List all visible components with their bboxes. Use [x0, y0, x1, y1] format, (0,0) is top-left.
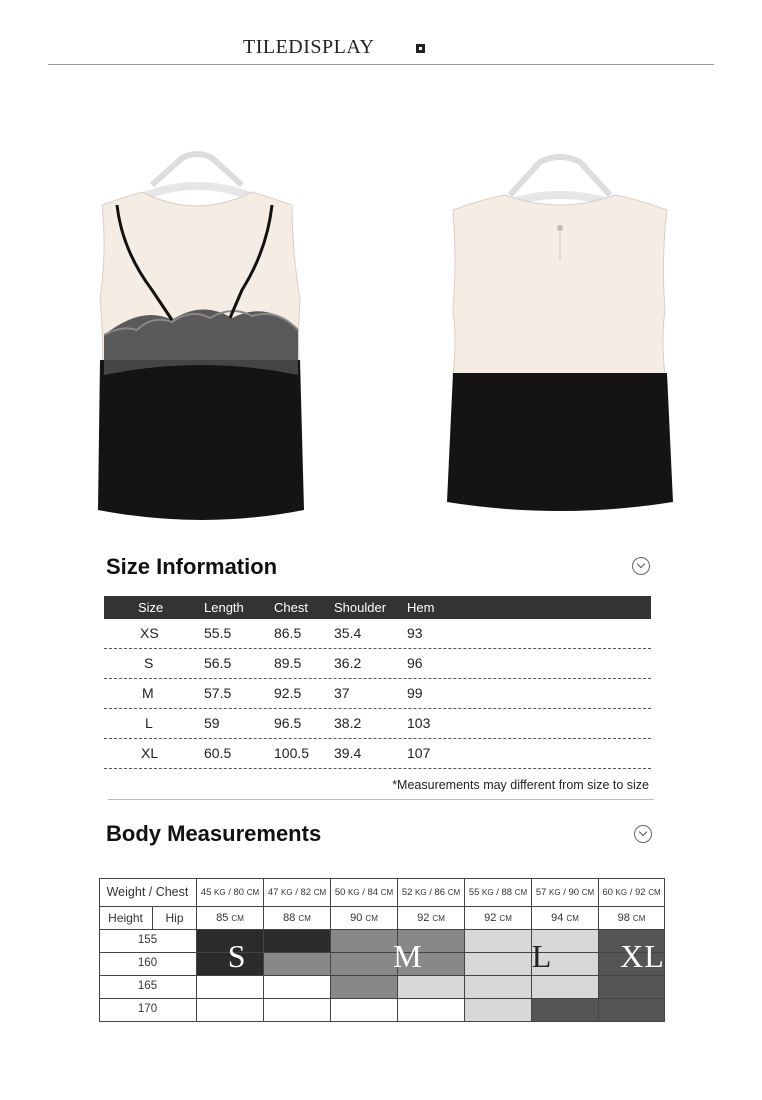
cell-length: 59 [204, 715, 220, 731]
size-grid-cell [532, 976, 599, 999]
hip-value: 90 CM [350, 912, 378, 924]
hip-value: 92 CM [484, 912, 512, 924]
hip-value: 92 CM [417, 912, 445, 924]
product-image-back [435, 140, 735, 530]
size-info-title: Size Information [106, 554, 278, 579]
size-grid-cell [465, 999, 532, 1022]
col-hem: Hem [407, 600, 435, 615]
size-label-l: L [531, 938, 553, 974]
brand-mark-icon [416, 44, 425, 53]
weight-chest-col [264, 878, 331, 907]
size-grid-cell [264, 930, 331, 953]
hip-col [532, 907, 599, 930]
cell-length: 55.5 [204, 625, 232, 641]
cell-chest: 86.5 [274, 625, 302, 641]
size-grid-cell [599, 976, 665, 999]
cell-size: XL [141, 745, 159, 761]
size-table [104, 596, 651, 769]
height-row-label [99, 953, 197, 976]
hip-col [197, 907, 264, 930]
cell-hem: 107 [407, 745, 431, 761]
size-label-s: S [227, 938, 247, 974]
weight-chest-col [532, 878, 599, 907]
size-grid-cell [465, 976, 532, 999]
cell-length: 60.5 [204, 745, 232, 761]
hip-value: 94 CM [551, 912, 579, 924]
size-grid-cell [599, 999, 665, 1022]
cell-hem: 103 [407, 715, 431, 731]
height-value: 155 [137, 934, 158, 946]
hip-header [153, 907, 197, 930]
weight-chest-value: 57 KG / 90 CM [535, 887, 595, 898]
table-row [104, 649, 651, 679]
size-grid-cell [398, 976, 465, 999]
size-grid-cell [264, 953, 331, 976]
hip-value: 88 CM [283, 912, 311, 924]
body-measurements-title: Body Measurements [106, 821, 322, 846]
weight-chest-value: 52 KG / 86 CM [401, 887, 461, 898]
section-divider [108, 799, 654, 800]
chevron-down-icon[interactable] [634, 825, 652, 843]
hip-col [465, 907, 532, 930]
cell-length: 56.5 [204, 655, 232, 671]
weight-chest-label: Weight / Chest [106, 885, 189, 899]
weight-chest-value: 55 KG / 88 CM [468, 887, 528, 898]
cell-shoulder: 38.2 [334, 715, 362, 731]
weight-chest-col [398, 878, 465, 907]
table-row [104, 709, 651, 739]
hanger-icon [130, 154, 264, 202]
hip-col [398, 907, 465, 930]
weight-chest-col [465, 878, 532, 907]
cell-chest: 100.5 [274, 745, 310, 761]
cell-shoulder: 39.4 [334, 745, 362, 761]
cell-hem: 96 [407, 655, 423, 671]
height-value: 170 [137, 1003, 158, 1015]
product-image-front [82, 140, 382, 530]
size-label-m: M [393, 938, 423, 974]
size-grid-cell [532, 999, 599, 1022]
height-label: Height [108, 911, 143, 925]
col-size: Size [138, 600, 164, 615]
weight-chest-col [197, 878, 264, 907]
height-header [99, 907, 153, 930]
col-shoulder: Shoulder [334, 600, 387, 615]
cell-shoulder: 36.2 [334, 655, 362, 671]
size-grid-cell [264, 999, 331, 1022]
cell-hem: 93 [407, 625, 423, 641]
cell-size: M [142, 685, 154, 701]
height-value: 165 [137, 980, 158, 992]
weight-chest-value: 47 KG / 82 CM [267, 887, 327, 898]
table-row [104, 619, 651, 649]
hip-label: Hip [165, 911, 184, 925]
cell-chest: 89.5 [274, 655, 302, 671]
hip-col [264, 907, 331, 930]
table-row [104, 679, 651, 709]
weight-chest-value: 45 KG / 80 CM [200, 887, 260, 898]
body-measurement-grid [99, 878, 665, 1022]
size-label-xl: XL [620, 938, 665, 974]
size-grid-cell [197, 976, 264, 999]
size-grid-cell [197, 999, 264, 1022]
height-row-label [99, 976, 197, 999]
brand-logo: TILEDISPLAY [243, 36, 375, 58]
size-grid-cell [264, 976, 331, 999]
hip-col [331, 907, 398, 930]
size-grid-cell [331, 999, 398, 1022]
weight-chest-col [599, 878, 665, 907]
col-length: Length [204, 600, 244, 615]
hip-value: 85 CM [216, 912, 244, 924]
cell-shoulder: 37 [334, 685, 350, 701]
col-chest: Chest [274, 600, 308, 615]
cell-shoulder: 35.4 [334, 625, 362, 641]
cell-chest: 96.5 [274, 715, 302, 731]
cell-size: S [144, 655, 154, 671]
table-row [104, 739, 651, 769]
size-table-header [104, 596, 651, 619]
hip-value: 98 CM [617, 912, 646, 924]
weight-chest-value: 50 KG / 84 CM [334, 887, 394, 898]
height-value: 160 [137, 957, 158, 969]
header-divider [48, 64, 714, 65]
weight-chest-value: 60 KG / 92 CM [602, 887, 661, 898]
cell-hem: 99 [407, 685, 423, 701]
measurement-note: *Measurements may different from size to size [392, 778, 649, 792]
hip-col [599, 907, 665, 930]
weight-chest-col [331, 878, 398, 907]
height-row-label [99, 930, 197, 953]
size-grid-cell [398, 999, 465, 1022]
size-grid-cell [331, 976, 398, 999]
cell-size: XS [140, 625, 159, 641]
cell-chest: 92.5 [274, 685, 302, 701]
cell-length: 57.5 [204, 685, 232, 701]
height-row-label [99, 999, 197, 1022]
cell-size: L [145, 715, 153, 731]
chevron-down-icon[interactable] [632, 557, 650, 575]
weight-chest-header [99, 878, 197, 907]
